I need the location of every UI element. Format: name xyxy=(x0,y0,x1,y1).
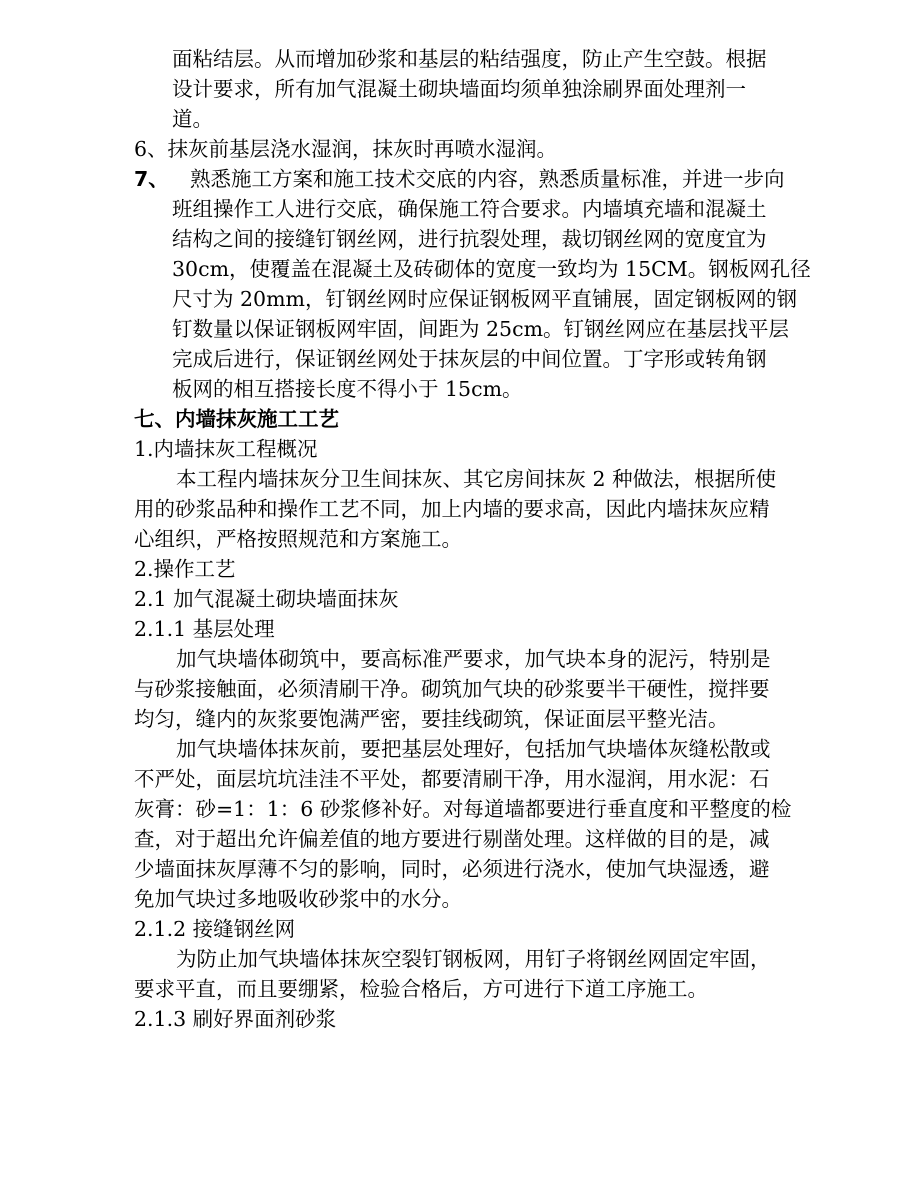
subsection-title: 2.1 加气混凝土砌块墙面抹灰 xyxy=(134,587,399,611)
subsection-title: 2.1.2 接缝钢丝网 xyxy=(134,917,296,941)
text-line: 本工程内墙抹灰分卫生间抹灰、其它房间抹灰 2 种做法，根据所使 xyxy=(176,467,777,491)
text-line: 均匀，缝内的灰浆要饱满严密，要挂线砌筑，保证面层平整光洁。 xyxy=(134,707,729,731)
text-line: 用的砂浆品种和操作工艺不同，加上内墙的要求高，因此内墙抹灰应精 xyxy=(134,497,770,521)
subsection-title: 2.1.3 刷好界面剂砂浆 xyxy=(134,1007,337,1031)
text-line: 钉数量以保证钢板网牢固，间距为 25cm。钉钢丝网应在基层找平层 xyxy=(172,317,790,341)
text-line: 班组操作工人进行交底，确保施工符合要求。内墙填充墙和混凝土 xyxy=(172,197,767,221)
list-number: 7、 xyxy=(134,167,169,191)
text-line: 完成后进行，保证钢丝网处于抹灰层的中间位置。丁字形或转角钢 xyxy=(172,347,767,371)
text-line: 免加气块过多地吸收砂浆中的水分。 xyxy=(134,887,462,911)
subsection-title: 1.内墙抹灰工程概况 xyxy=(134,437,318,461)
list-text: 抹灰前基层浇水湿润，抹灰时再喷水湿润。 xyxy=(167,137,558,161)
text-line: 设计要求，所有加气混凝土砌块墙面均须单独涂刷界面处理剂一 xyxy=(172,77,746,101)
text-line: 与砂浆接触面，必须清刷干净。砌筑加气块的砂浆要半干硬性，搅拌要 xyxy=(134,677,770,701)
list-number: 6、 xyxy=(134,137,168,161)
text-line: 板网的相互搭接长度不得小于 15cm。 xyxy=(172,377,523,401)
text-line: 心组织，严格按照规范和方案施工。 xyxy=(134,527,462,551)
text-line: 不严处，面层坑坑洼洼不平处，都要清刷干净，用水湿润，用水泥：石 xyxy=(134,767,770,791)
text-line: 尺寸为 20mm，钉钢丝网时应保证钢板网平直铺展，固定钢板网的钢 xyxy=(172,287,797,311)
text-line: 要求平直，而且要绷紧，检验合格后，方可进行下道工序施工。 xyxy=(134,977,708,1001)
text-line: 查，对于超出允许偏差值的地方要进行剔凿处理。这样做的目的是，减 xyxy=(134,827,770,851)
text-line: 加气块墙体砌筑中，要高标准严要求，加气块本身的泥污，特别是 xyxy=(176,647,771,671)
subsection-title: 2.操作工艺 xyxy=(134,557,236,581)
text-line: 加气块墙体抹灰前，要把基层处理好，包括加气块墙体灰缝松散或 xyxy=(176,737,771,761)
text-line: 面粘结层。从而增加砂浆和基层的粘结强度，防止产生空鼓。根据 xyxy=(172,47,767,71)
text-line: 30cm，使覆盖在混凝土及砖砌体的宽度一致均为 15CM。钢板网孔径 xyxy=(172,257,811,281)
list-item-6 xyxy=(134,134,557,164)
text-line: 灰膏：砂=1：1：6 砂浆修补好。对每道墙都要进行垂直度和平整度的检 xyxy=(134,797,792,821)
section-heading: 七、内墙抹灰施工工艺 xyxy=(134,407,339,431)
text-line: 道。 xyxy=(172,107,213,131)
text-line: 结构之间的接缝钉钢丝网，进行抗裂处理，裁切钢丝网的宽度宜为 xyxy=(172,227,767,251)
text-line: 为防止加气块墙体抹灰空裂钉钢板网，用钉子将钢丝网固定牢固， xyxy=(176,947,771,971)
text-line: 熟悉施工方案和施工技术交底的内容，熟悉质量标准，并进一步向 xyxy=(190,167,785,191)
text-line: 少墙面抹灰厚薄不匀的影响，同时，必须进行浇水，使加气块湿透，避 xyxy=(134,857,770,881)
subsection-title: 2.1.1 基层处理 xyxy=(134,617,275,641)
